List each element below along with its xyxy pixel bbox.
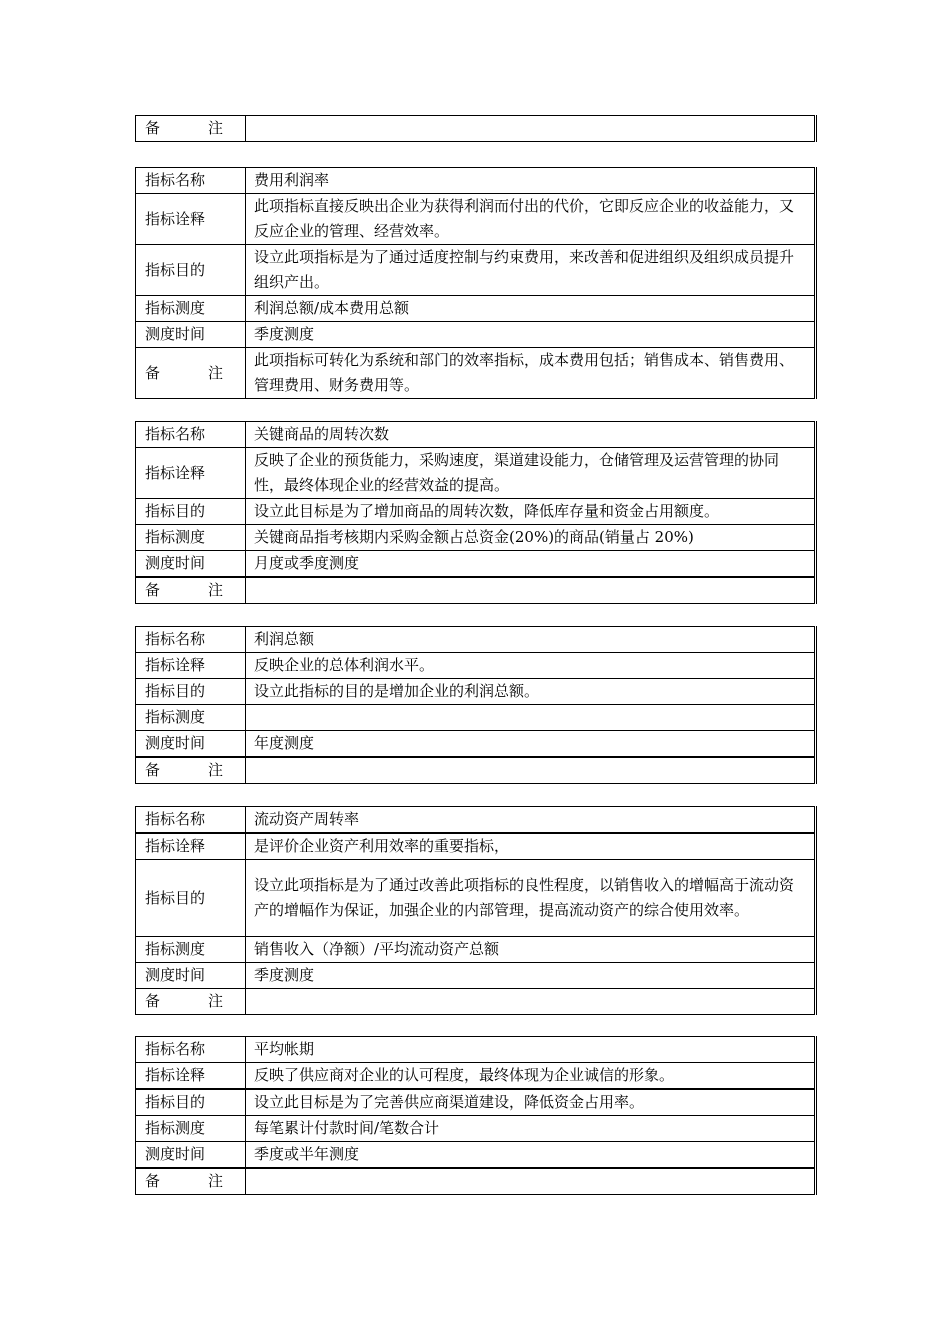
explain-row (136, 653, 816, 679)
note-label-b: 注 (208, 1172, 224, 1190)
purpose-row (136, 245, 816, 296)
note-label-b: 注 (208, 119, 224, 137)
purpose-value: 设立此项指标是为了通过适度控制与约束费用，来改善和促进组织及组织成员提升组织产出。 (246, 245, 816, 296)
explain-row (136, 833, 816, 860)
name-value: 平均帐期 (246, 1037, 816, 1063)
note-label-a: 备 (145, 363, 161, 382)
measure-row (136, 296, 816, 322)
measure-value (246, 705, 816, 731)
note-value (246, 1168, 816, 1195)
explain-value: 反映企业的总体利润水平。 (246, 653, 816, 679)
name-value: 流动资产周转率 (246, 807, 816, 834)
measure-label: 指标测度 (136, 937, 246, 963)
time-value: 季度或半年测度 (246, 1142, 816, 1169)
time-row (136, 963, 816, 989)
explain-label: 指标诠释 (136, 1063, 246, 1090)
purpose-value: 设立此指标的目的是增加企业的利润总额。 (246, 679, 816, 705)
purpose-label: 指标目的 (136, 1089, 246, 1116)
note-row (136, 577, 816, 604)
indicator-table-turnover (135, 421, 817, 604)
indicator-table-total-profit (135, 626, 817, 784)
measure-row (136, 937, 816, 963)
name-row (136, 422, 816, 448)
note-row (136, 757, 816, 784)
note-label (136, 989, 246, 1015)
purpose-label: 指标目的 (136, 860, 246, 937)
explain-row (136, 194, 816, 245)
name-value: 利润总额 (246, 627, 816, 653)
purpose-value: 设立此目标是为了增加商品的周转次数，降低库存量和资金占用额度。 (246, 499, 816, 525)
name-label: 指标名称 (136, 422, 246, 448)
time-label: 测度时间 (136, 731, 246, 758)
indicator-table-expense-profit (135, 167, 817, 399)
measure-value: 每笔累计付款时间/笔数合计 (246, 1116, 816, 1142)
measure-label: 指标测度 (136, 296, 246, 322)
name-row (136, 1037, 816, 1063)
note-label (136, 757, 246, 784)
note-row (136, 1168, 816, 1195)
measure-row (136, 1116, 816, 1142)
purpose-row (136, 679, 816, 705)
explain-row (136, 448, 816, 499)
note-label (136, 1168, 246, 1195)
purpose-label: 指标目的 (136, 679, 246, 705)
explain-label: 指标诠释 (136, 194, 246, 245)
note-label-b: 注 (208, 363, 224, 382)
measure-label: 指标测度 (136, 705, 246, 731)
time-value: 月度或季度测度 (246, 551, 816, 578)
time-value: 季度测度 (246, 963, 816, 989)
note-value (246, 757, 816, 784)
explain-label: 指标诠释 (136, 653, 246, 679)
name-label: 指标名称 (136, 1037, 246, 1063)
measure-value: 利润总额/成本费用总额 (246, 296, 816, 322)
time-row (136, 551, 816, 578)
name-label: 指标名称 (136, 627, 246, 653)
explain-value: 是评价企业资产利用效率的重要指标， (246, 833, 816, 860)
indicator-table-current-assets (135, 806, 817, 1015)
purpose-value: 设立此项指标是为了通过改善此项指标的良性程度，以销售收入的增幅高于流动资产的增幅作为保证，加强企业的内部管理，提高流动资产的综合使用效率。 (246, 860, 816, 937)
purpose-label: 指标目的 (136, 245, 246, 296)
purpose-label: 指标目的 (136, 499, 246, 525)
purpose-value: 设立此目标是为了完善供应商渠道建设，降低资金占用率。 (246, 1089, 816, 1116)
name-label: 指标名称 (136, 807, 246, 834)
time-label: 测度时间 (136, 963, 246, 989)
purpose-row (136, 860, 816, 937)
name-row (136, 627, 816, 653)
measure-row (136, 705, 816, 731)
note-value (246, 989, 816, 1015)
explain-value: 反映了企业的预货能力，采购速度，渠道建设能力，仓储管理及运营管理的协同性，最终体现企业的经营效益的提高。 (246, 448, 816, 499)
measure-value: 关键商品指考核期内采购金额占总资金(20%)的商品(销量占 20%) (246, 525, 816, 551)
measure-label: 指标测度 (136, 525, 246, 551)
measure-value: 销售收入（净额）/平均流动资产总额 (246, 937, 816, 963)
note-value (246, 577, 816, 604)
note-label (136, 116, 246, 142)
note-label-a: 备 (145, 761, 161, 779)
name-row (136, 168, 816, 194)
note-label-a: 备 (145, 581, 161, 599)
indicator-table-average-payment-period (135, 1036, 817, 1195)
explain-label: 指标诠释 (136, 448, 246, 499)
time-value: 年度测度 (246, 731, 816, 758)
time-label: 测度时间 (136, 551, 246, 578)
time-value: 季度测度 (246, 322, 816, 348)
explain-label: 指标诠释 (136, 833, 246, 860)
purpose-row (136, 499, 816, 525)
note-row (136, 348, 816, 399)
indicator-table-fragment (135, 115, 817, 142)
time-label: 测度时间 (136, 322, 246, 348)
note-value (246, 116, 816, 142)
note-label-b: 注 (208, 761, 224, 779)
explain-row (136, 1063, 816, 1090)
measure-row (136, 525, 816, 551)
note-label (136, 348, 246, 399)
note-label-a: 备 (145, 1172, 161, 1190)
time-label: 测度时间 (136, 1142, 246, 1169)
measure-label: 指标测度 (136, 1116, 246, 1142)
time-row (136, 322, 816, 348)
name-value: 关键商品的周转次数 (246, 422, 816, 448)
note-label-b: 注 (208, 581, 224, 599)
purpose-row (136, 1089, 816, 1116)
note-row (136, 989, 816, 1015)
note-row (136, 116, 816, 142)
explain-value: 此项指标直接反映出企业为获得利润而付出的代价，它即反应企业的收益能力，又反应企业的管理、经营效率。 (246, 194, 816, 245)
note-label-a: 备 (145, 119, 161, 137)
name-value: 费用利润率 (246, 168, 816, 194)
note-label (136, 577, 246, 604)
time-row (136, 1142, 816, 1169)
note-label-b: 注 (208, 992, 224, 1010)
note-value: 此项指标可转化为系统和部门的效率指标，成本费用包括；销售成本、销售费用、管理费用、财务费用等。 (246, 348, 816, 399)
name-label: 指标名称 (136, 168, 246, 194)
note-label-a: 备 (145, 992, 161, 1010)
name-row (136, 807, 816, 834)
time-row (136, 731, 816, 758)
explain-value: 反映了供应商对企业的认可程度，最终体现为企业诚信的形象。 (246, 1063, 816, 1090)
